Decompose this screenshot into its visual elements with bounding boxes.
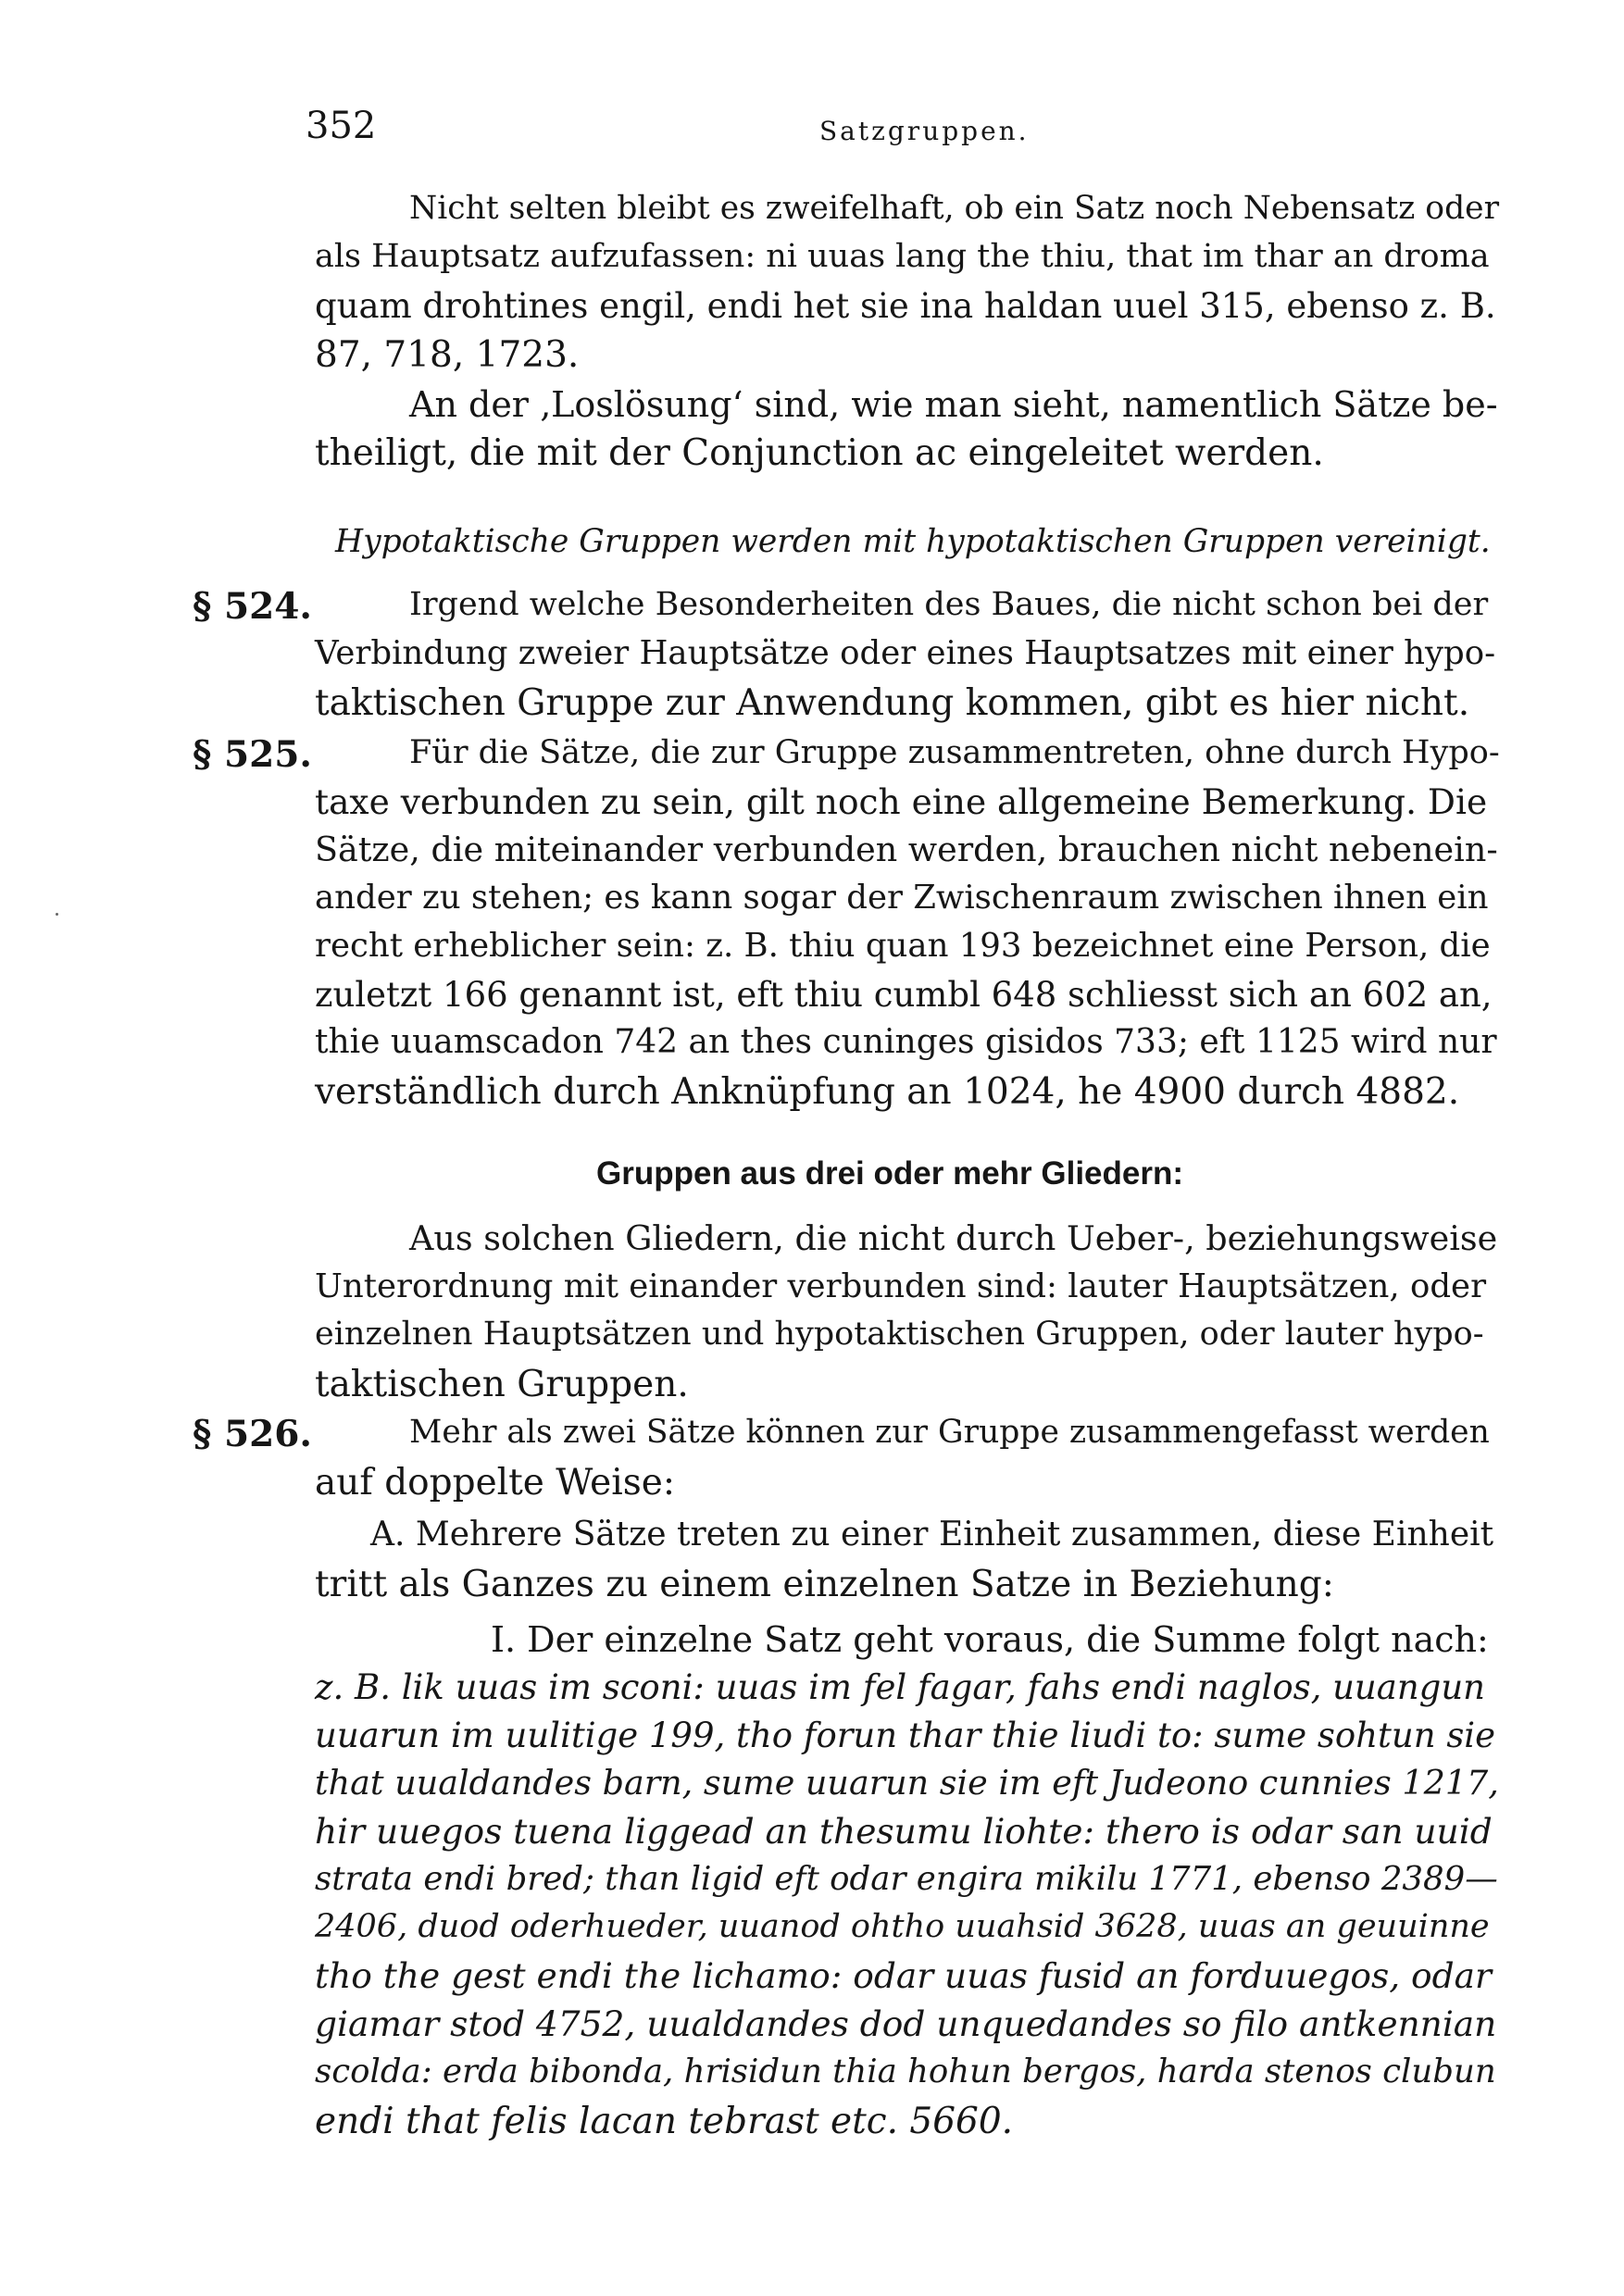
text-line: einzelnen Hauptsätzen und hypotaktischen Gruppen, oder lauter hypo-	[315, 1316, 1484, 1353]
section-label: § 526.	[193, 1413, 312, 1455]
section-heading: Hypotaktische Gruppen werden mit hypotaktischen Gruppen vereinigt.	[335, 523, 1491, 560]
running-head: Satzgruppen.	[819, 116, 1030, 146]
text-line: I. Der einzelne Satz geht voraus, die Summe folgt nach:	[491, 1619, 1489, 1660]
print-speck	[56, 913, 58, 916]
text-line: Sätze, die miteinander verbunden werden, brauchen nicht nebenein-	[315, 830, 1498, 869]
text-line: taxe verbunden zu sein, gilt noch eine allgemeine Bemerkung. Die	[315, 781, 1488, 822]
text-line: 2406, duod oderhueder, uuanod ohtho uuahsid 3628, uuas an geuuinne	[315, 1908, 1490, 1945]
text-line: strata endi bred; than ligid eft odar engira mikilu 1771, ebenso 2389—	[315, 1860, 1498, 1898]
text-line: verständlich durch Anknüpfung an 1024, he 4900 durch 4882.	[315, 1071, 1460, 1113]
text-line: Irgend welche Besonderheiten des Baues, die nicht schon bei der	[409, 586, 1489, 623]
section-heading: Gruppen aus drei oder mehr Gliedern:	[596, 1155, 1184, 1192]
text-line: zuletzt 166 genannt ist, eft thiu cumbl 648 schliesst sich an 602 an,	[315, 975, 1493, 1015]
text-line: Mehr als zwei Sätze können zur Gruppe zusammengefasst werden	[409, 1414, 1490, 1451]
text-line: thie uuamscadon 742 an thes cuninges gisidos 733; eft 1125 wird nur	[315, 1023, 1497, 1061]
text-line: Für die Sätze, die zur Gruppe zusammentreten, ohne durch Hypo-	[409, 734, 1500, 771]
text-line: giamar stod 4752, uualdandes dod unquedandes so filo antkennian	[315, 2003, 1497, 2044]
text-line: endi that felis lacan tebrast etc. 5660.	[315, 2101, 1014, 2142]
text-line: z. B. lik uuas im sconi: uuas im fel fagar, fahs endi naglos, uuangun	[315, 1667, 1485, 1707]
text-line: Nicht selten bleibt es zweifelhaft, ob ein Satz noch Nebensatz oder	[409, 190, 1500, 227]
text-line: Unterordnung mit einander verbunden sind: lauter Hauptsätzen, oder	[315, 1267, 1487, 1305]
text-line: 87, 718, 1723.	[315, 334, 580, 376]
text-line: uuarun im uulitige 199, tho forun thar thie liudi to: sume sohtun sie	[315, 1716, 1496, 1755]
text-line: scolda: erda bibonda, hrisidun thia hohun bergos, harda stenos clubun	[315, 2053, 1496, 2090]
section-label: § 524.	[193, 585, 312, 628]
text-line: ander zu stehen; es kann sogar der Zwischenraum zwischen ihnen ein	[315, 879, 1489, 917]
text-line: A. Mehrere Sätze treten zu einer Einheit zusammen, diese Einheit	[370, 1516, 1494, 1554]
text-line: recht erheblicher sein: z. B. thiu quan 193 bezeichnet eine Person, die	[315, 927, 1491, 965]
text-line: taktischen Gruppen.	[315, 1364, 689, 1405]
text-line: Aus solchen Gliedern, die nicht durch Ueber-, beziehungsweise	[409, 1218, 1498, 1258]
text-line: taktischen Gruppe zur Anwendung kommen, gibt es hier nicht.	[315, 682, 1470, 724]
text-line: theiligt, die mit der Conjunction ac eingeleitet werden.	[315, 432, 1324, 474]
text-line: Verbindung zweier Hauptsätze oder eines Hauptsatzes mit einer hypo-	[315, 634, 1496, 672]
text-line: that uualdandes barn, sume uuarun sie im eft Judeono cunnies 1217,	[315, 1763, 1499, 1803]
section-label: § 525.	[193, 733, 312, 776]
text-line: tritt als Ganzes zu einem einzelnen Satze in Beziehung:	[315, 1564, 1334, 1605]
text-line: auf doppelte Weise:	[315, 1462, 675, 1504]
text-line: An der ‚Loslösung‘ sind, wie man sieht, namentlich Sätze be-	[409, 384, 1498, 425]
text-line: tho the gest endi the lichamo: odar uuas fusid an forduuegos, odar	[315, 1955, 1492, 1996]
text-line: als Hauptsatz aufzufassen: ni uuas lang the thiu, that im thar an droma	[315, 238, 1490, 275]
page-number: 352	[306, 105, 377, 147]
text-line: hir uuegos tuena liggead an thesumu liohte: thero is odar san uuid	[315, 1811, 1493, 1852]
text-line: quam drohtines engil, endi het sie ina haldan uuel 315, ebenso z. B.	[315, 286, 1496, 326]
